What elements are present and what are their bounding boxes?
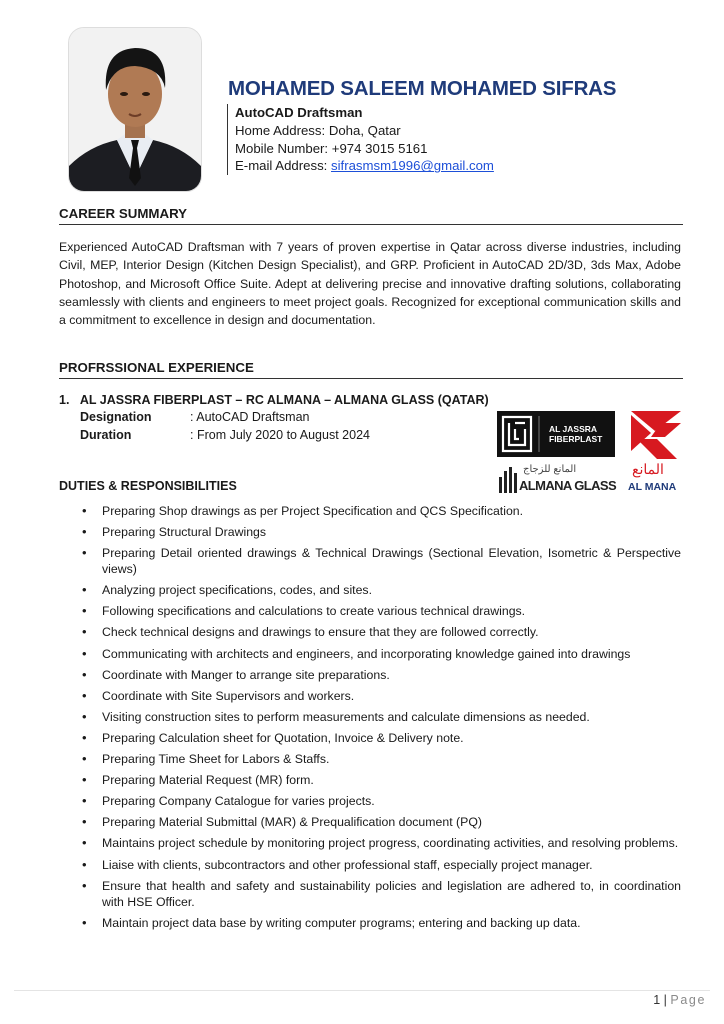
email-link[interactable]: sifrasmsm1996@gmail.com	[331, 158, 494, 174]
jassra-logo-text	[549, 424, 602, 444]
page-footer	[653, 993, 706, 1007]
duty-item: • Preparing Company Catalogue for varies projects.	[80, 793, 681, 809]
designation-row	[80, 410, 310, 424]
almana-glass-text: ALMANA GLASS	[519, 478, 617, 493]
email-label: E-mail Address:	[235, 158, 332, 174]
address-value: Doha, Qatar	[328, 122, 401, 138]
duration-label: Duration	[80, 428, 132, 442]
al-mana-arabic: المانع	[632, 461, 664, 477]
duty-item: • Preparing Material Submittal (MAR) & Prequalification document (PQ)	[80, 814, 681, 830]
email-address	[235, 157, 494, 175]
duty-item: • Preparing Time Sheet for Labors & Staffs.	[80, 751, 681, 767]
duty-item: • Check technical designs and drawings to ensure that they are followed correctly.	[80, 624, 681, 640]
job-heading	[59, 393, 489, 407]
duty-item: • Preparing Shop drawings as per Project Specification and QCS Specification.	[80, 503, 681, 519]
duty-item: • Ensure that health and safety and sustainability policies and legislation are adhered to, in coordination with HSE Officer.	[80, 878, 681, 910]
almana-glass-arabic: المانع للزجاج	[523, 464, 577, 475]
duty-item: • Preparing Material Request (MR) form.	[80, 772, 681, 788]
mobile-label: Mobile Number:	[235, 140, 332, 156]
page-number: 1	[653, 993, 661, 1007]
duty-item: • Preparing Calculation sheet for Quotation, Invoice & Delivery note.	[80, 730, 681, 746]
almana-glass-logo	[497, 464, 615, 494]
duty-item: • Coordinate with Manger to arrange site preparations.	[80, 667, 681, 683]
home-address	[235, 122, 494, 140]
mobile-value: +974 3015 5161	[331, 140, 428, 156]
duration-value: : From July 2020 to August 2024	[190, 428, 370, 442]
career-summary-heading: CAREER SUMMARY	[59, 206, 683, 225]
duty-item: • Visiting construction sites to perform measurements and calculate dimensions as needed.	[80, 709, 681, 725]
duty-item: • Coordinate with Site Supervisors and workers.	[80, 688, 681, 704]
duty-item: • Maintain project data base by writing computer programs; entering and backing up data.	[80, 915, 681, 931]
job-company: AL JASSRA FIBERPLAST – RC ALMANA – ALMANA GLASS (QATAR)	[79, 393, 489, 407]
mobile-number	[235, 140, 494, 158]
profile-photo	[68, 27, 202, 192]
duty-item: • Preparing Detail oriented drawings & Technical Drawings (Sectional Elevation, Isometric & Perspective views)	[80, 545, 681, 577]
duty-item: • Following specifications and calculations to create various technical drawings.	[80, 603, 681, 619]
duration-row	[80, 428, 370, 442]
job-number: 1.	[59, 393, 70, 407]
al-mana-text: AL MANA	[628, 481, 677, 493]
contact-block	[227, 104, 494, 175]
al-mana-logo	[626, 409, 686, 495]
designation-label: Designation	[80, 410, 152, 424]
jassra-line1: AL JASSRA	[549, 424, 598, 434]
page-separator: |	[660, 993, 671, 1007]
duty-item: • Maintains project schedule by monitoring project progress, coordinating activities, and resolving problems.	[80, 835, 681, 851]
job-title: AutoCAD Draftsman	[235, 105, 363, 120]
duties-heading: DUTIES & RESPONSIBILITIES	[59, 479, 237, 493]
duty-item: • Preparing Structural Drawings	[80, 524, 681, 540]
page-word: Page	[670, 993, 706, 1007]
career-summary-text: Experienced AutoCAD Draftsman with 7 years of proven expertise in Qatar across diverse industries, including Civil, MEP, Interior Design (Kitchen Design Specialist), and GRP. Proficient in AutoCAD 2D/3D, 3ds Max, Adobe Photoshop, and Microsoft Office Suite. Adept at delivering precise and innovative drafting solutions, collaborating seamlessly with clients and engineers to meet project goals. Recognized for exceptional communication skills and a commitment to excellence in design and documentation.	[59, 240, 681, 328]
candidate-name: MOHAMED SALEEM MOHAMED SIFRAS	[228, 77, 617, 100]
jassra-line2: FIBERPLAST	[549, 434, 603, 444]
footer-divider	[14, 990, 710, 991]
duties-list	[80, 503, 681, 936]
designation-value: : AutoCAD Draftsman	[190, 410, 310, 424]
duty-item: • Liaise with clients, subcontractors and other professional staff, especially project manager.	[80, 857, 681, 873]
al-jassra-logo	[497, 411, 615, 457]
address-label: Home Address:	[235, 122, 329, 138]
duty-item: • Analyzing project specifications, codes, and sites.	[80, 582, 681, 598]
experience-heading: PROFRSSIONAL EXPERIENCE	[59, 360, 683, 379]
duty-item: • Communicating with architects and engineers, and incorporating knowledge gained into drawings	[80, 646, 681, 662]
